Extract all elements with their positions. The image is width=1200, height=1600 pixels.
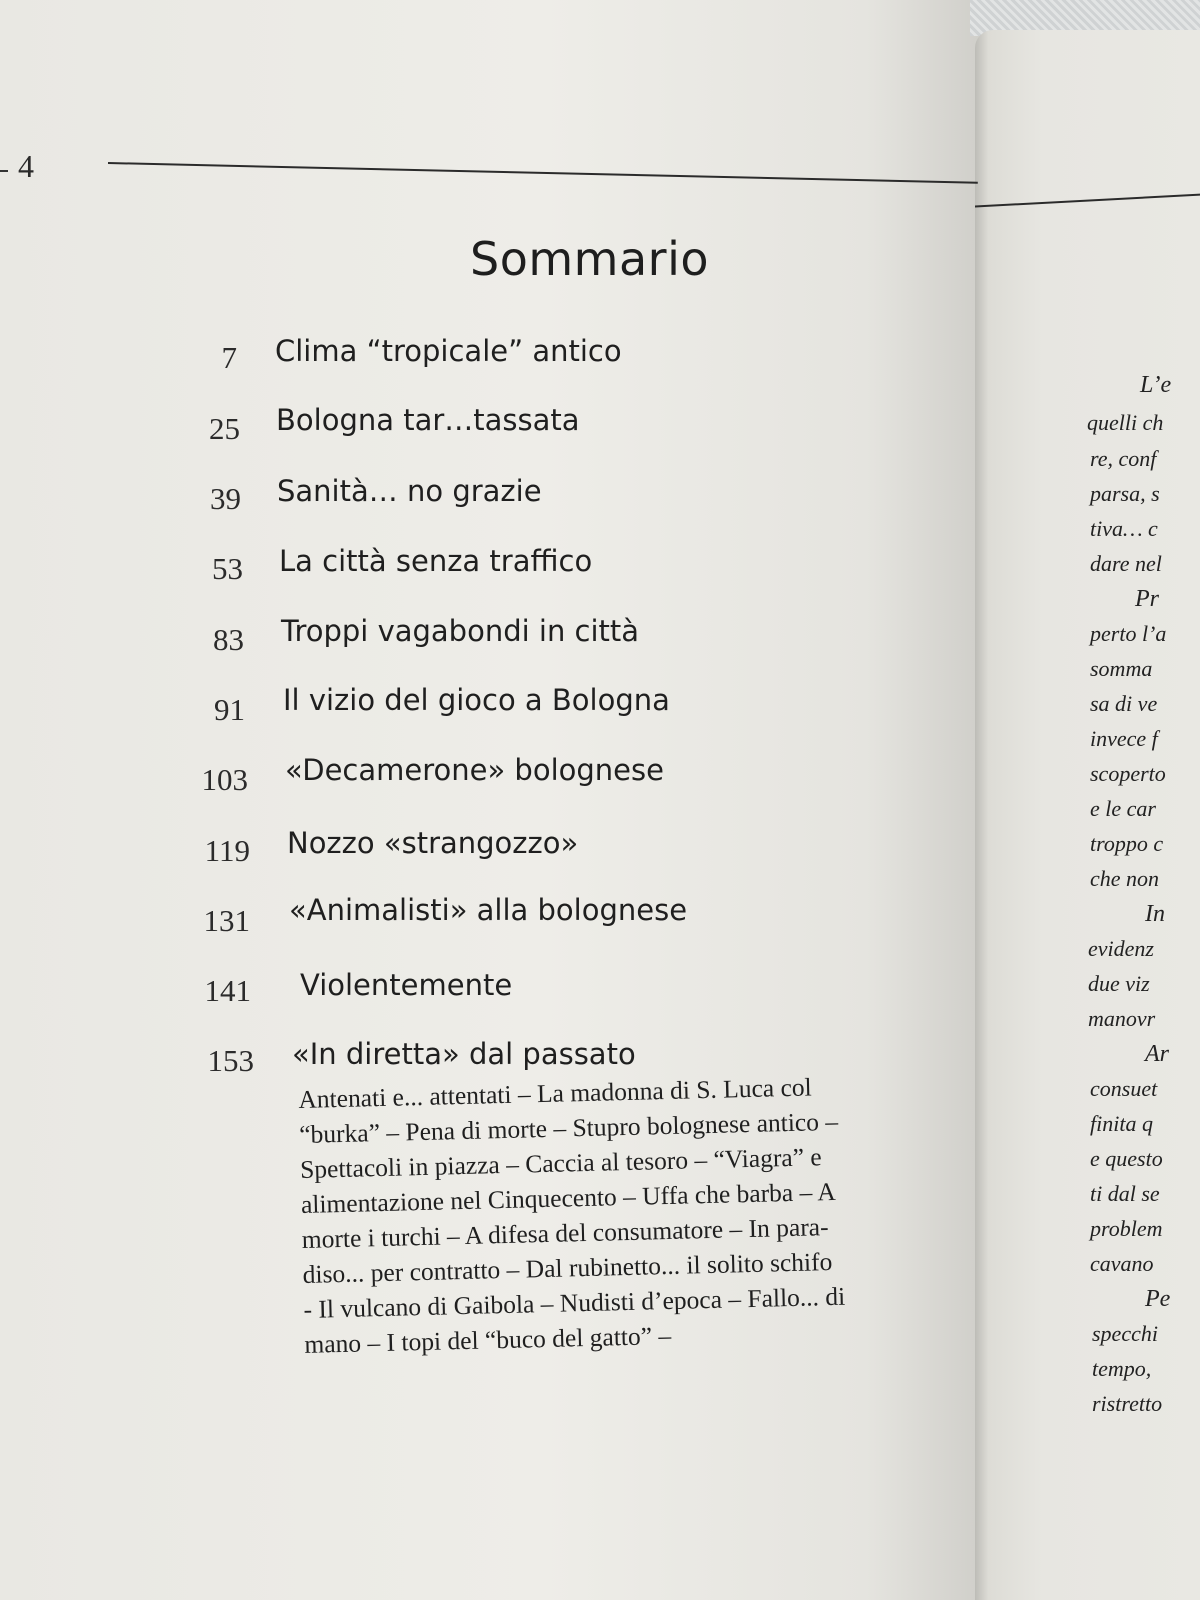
right-page-line: tempo, — [1092, 1356, 1152, 1381]
right-page-line: consuet — [1090, 1076, 1158, 1101]
toc-chapter-title: «Animalisti» alla bolognese — [289, 893, 688, 927]
right-page-line: problem — [1090, 1216, 1163, 1241]
right-page-line: re, conf — [1090, 446, 1157, 471]
toc-chapter-title: Il vizio del gioco a Bologna — [283, 683, 670, 717]
toc-page-number: 119 — [204, 833, 250, 868]
right-page — [975, 30, 1200, 1600]
subtopic-line: Spettacoli in piazza – Caccia al tesoro – “Viagra” e — [299, 1142, 823, 1184]
toc-chapter-title: Bologna tar…tassata — [276, 403, 580, 437]
right-page-line: Pr — [1135, 586, 1159, 612]
right-page-line: finita q — [1090, 1111, 1153, 1136]
toc-page-number: 91 — [214, 692, 245, 727]
page-number-dash — [0, 170, 8, 172]
toc-page-number: 25 — [209, 411, 240, 446]
right-page-line: specchi — [1092, 1321, 1158, 1346]
subtopic-line: Antenati e... attentati – La madonna di S. Luca col — [298, 1072, 813, 1114]
toc-chapter-title: Nozzo «strangozzo» — [287, 826, 579, 860]
right-page-line: L’e — [1140, 372, 1172, 398]
toc-chapter-title: «Decamerone» bolognese — [285, 753, 664, 787]
page-number: 4 — [18, 148, 34, 184]
right-page-line: tiva… c — [1090, 516, 1158, 541]
right-page-line: e le car — [1090, 796, 1156, 821]
right-page-line: evidenz — [1088, 936, 1154, 961]
right-page-line: sa di ve — [1090, 691, 1158, 716]
toc-page-number: 39 — [210, 481, 241, 516]
right-page-line: In — [1145, 901, 1165, 927]
subtopic-line: diso... per contratto – Dal rubinetto... il solito schifo — [302, 1247, 833, 1289]
right-page-line: quelli ch — [1087, 410, 1164, 435]
right-page-line: due viz — [1088, 971, 1150, 996]
subtopic-line: alimentazione nel Cinquecento – Uffa che barba – A — [300, 1176, 837, 1219]
right-page-line: e questo — [1090, 1146, 1163, 1171]
subtopic-line: mano – I topi del “buco del gatto” – — [304, 1320, 672, 1359]
right-page-line: troppo c — [1090, 831, 1164, 856]
toc-page-number: 103 — [201, 762, 248, 797]
toc-chapter-title: La città senza traffico — [279, 544, 593, 578]
toc-chapter-title: Troppi vagabondi in città — [281, 614, 640, 648]
toc-chapter-title: Violentemente — [300, 968, 513, 1002]
subtopic-line: “burka” – Pena di morte – Stupro bolognese antico – — [298, 1106, 839, 1149]
toc-chapter-title: Sanità… no grazie — [277, 474, 542, 508]
subtopic-line: morte i turchi – A difesa del consumatore – In para- — [301, 1212, 829, 1254]
subtopic-line: - Il vulcano di Gaibola – Nudisti d’epoca – Fallo... di — [303, 1281, 846, 1324]
toc-page-number: 131 — [203, 903, 250, 938]
right-page-line: ristretto — [1092, 1391, 1163, 1416]
right-page-line: scoperto — [1090, 761, 1166, 786]
toc-page-number: 7 — [221, 340, 237, 375]
toc-page-number: 141 — [204, 973, 251, 1008]
right-page-line: somma — [1090, 656, 1153, 681]
right-page-line: Ar — [1145, 1041, 1169, 1067]
right-page-line: perto l’a — [1090, 621, 1167, 646]
right-page-line: invece f — [1090, 726, 1158, 751]
right-page-line: dare nel — [1090, 551, 1162, 576]
right-page-line: manovr — [1088, 1006, 1156, 1031]
chapter-subtopics — [298, 1066, 945, 1362]
right-page-line: che non — [1090, 866, 1160, 891]
toc-chapter-title: Clima “tropicale” antico — [275, 334, 622, 368]
right-header-rule — [975, 192, 1200, 208]
toc-page-number: 53 — [212, 551, 243, 586]
toc-page-number: 83 — [213, 622, 244, 657]
toc-chapter-title: «In diretta» dal passato — [292, 1037, 636, 1071]
right-page-line: Pe — [1145, 1286, 1171, 1312]
right-page-line: parsa, s — [1090, 481, 1160, 506]
toc-page-number: 153 — [207, 1043, 254, 1078]
right-page-line: ti dal se — [1090, 1181, 1160, 1206]
right-page-line: cavano — [1090, 1251, 1154, 1276]
page-title: Sommario — [470, 232, 709, 286]
